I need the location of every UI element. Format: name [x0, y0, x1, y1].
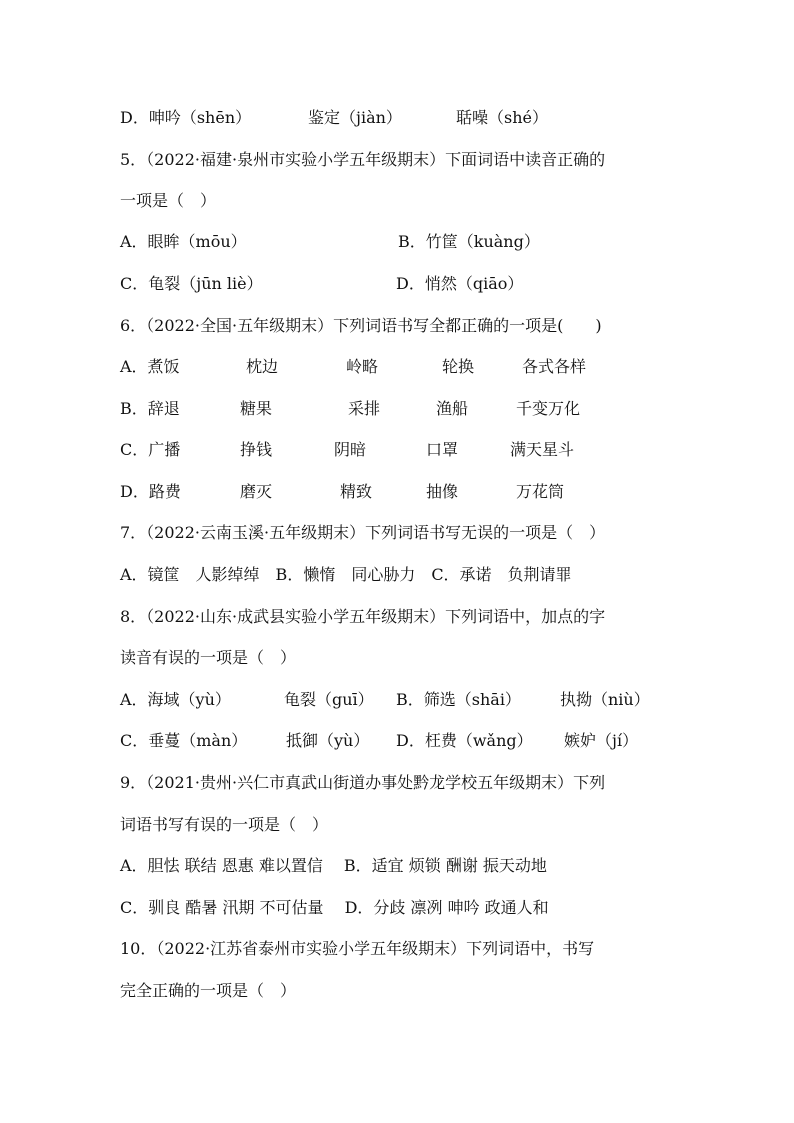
q4-option-d-row: [120, 106, 548, 130]
q8-option-b-word2: 执拗（niù）: [560, 690, 650, 709]
q6-b-word5: 千变万化: [516, 399, 581, 418]
q6-b-word3: 采排: [348, 399, 381, 418]
q5-stem: 5．（2022·福建·泉州市实验小学五年级期末）下面词语中读音正确的: [120, 150, 606, 169]
q10-stem: 10．（2022·江苏省泰州市实验小学五年级期末）下列词语中，书写: [120, 939, 595, 958]
q4-option-d-word3: 聒噪（shé）: [456, 108, 548, 127]
q5-option-c: C．龟裂（jūn liè）: [120, 274, 263, 293]
q8-row-ab: [120, 688, 650, 712]
q6-a-word1: A．煮饭: [120, 357, 180, 376]
q6-d-word2: 磨灭: [240, 482, 273, 501]
q4-option-d-word2: 鉴定（jiàn）: [308, 108, 402, 127]
q5-option-a: A．眼眸（mōu）: [120, 232, 247, 251]
q6-b-word1: B．辞退: [120, 399, 180, 418]
q5-stem-cont: 一项是（ ）: [120, 191, 217, 210]
q8-row-cd: [120, 729, 639, 753]
q8-option-d: D．枉费（wǎng）: [396, 731, 533, 750]
q6-a-word2: 枕边: [246, 357, 279, 376]
q6-a-word5: 各式各样: [522, 357, 587, 376]
q6-d-word5: 万花筒: [516, 482, 565, 501]
q8-option-c: C．垂蔓（màn）: [120, 731, 248, 750]
q6-c-word3: 阴暗: [334, 440, 367, 459]
q5-option-b: B．竹筐（kuàng）: [398, 232, 540, 251]
q9-options-cd: C．驯良 酷暑 汛期 不可估量 D．分歧 凛冽 呻吟 政通人和: [120, 898, 549, 917]
q8-option-a-word2: 龟裂（guī）: [284, 690, 374, 709]
q6-stem: 6．（2022·全国·五年级期末）下列词语书写全都正确的一项是( ): [120, 316, 602, 335]
q8-stem-cont: 读音有误的一项是（ ）: [120, 648, 297, 667]
q8-stem: 8．（2022·山东·成武县实验小学五年级期末）下列词语中，加点的字: [120, 607, 606, 626]
q4-option-d: D．呻吟（shēn）: [120, 108, 252, 127]
q5-option-d: D．悄然（qiāo）: [396, 274, 524, 293]
q6-c-word2: 挣钱: [240, 440, 273, 459]
q6-a-word4: 轮换: [442, 357, 475, 376]
q5-row-cd: [120, 272, 524, 296]
q6-b-word4: 渔船: [436, 399, 469, 418]
q9-stem-cont: 词语书写有误的一项是（ ）: [120, 815, 329, 834]
q6-b-word2: 糖果: [240, 399, 273, 418]
q6-option-b: [120, 397, 581, 421]
q10-stem-cont: 完全正确的一项是（ ）: [120, 981, 297, 1000]
q7-options: A．镜筐 人影绰绰 B．懒惰 同心胁力 C．承诺 负荆请罪: [120, 565, 572, 584]
q8-option-a: A．海域（yù）: [120, 690, 231, 709]
q6-c-word1: C．广播: [120, 440, 181, 459]
q5-row-ab: [120, 230, 540, 254]
q6-option-a: [120, 355, 587, 379]
q6-d-word1: D．路费: [120, 482, 181, 501]
q9-stem: 9．（2021·贵州·兴仁市真武山街道办事处黔龙学校五年级期末）下列: [120, 773, 606, 792]
q8-option-c-word2: 抵御（yù）: [286, 731, 370, 750]
q8-option-b: B．筛选（shāi）: [396, 690, 521, 709]
q7-stem: 7．（2022·云南玉溪·五年级期末）下列词语书写无误的一项是（ ）: [120, 523, 606, 542]
q6-option-d: [120, 480, 565, 504]
q6-c-word5: 满天星斗: [510, 440, 575, 459]
q6-option-c: [120, 438, 575, 462]
q6-a-word3: 岭略: [346, 357, 379, 376]
q6-d-word4: 抽像: [426, 482, 459, 501]
q6-c-word4: 口罩: [426, 440, 459, 459]
q9-options-ab: A．胆怯 联结 恩惠 难以置信 B．适宜 烦锁 酬谢 振天动地: [120, 856, 547, 875]
q6-d-word3: 精致: [340, 482, 373, 501]
q8-option-d-word2: 嫉妒（jí）: [564, 731, 639, 750]
